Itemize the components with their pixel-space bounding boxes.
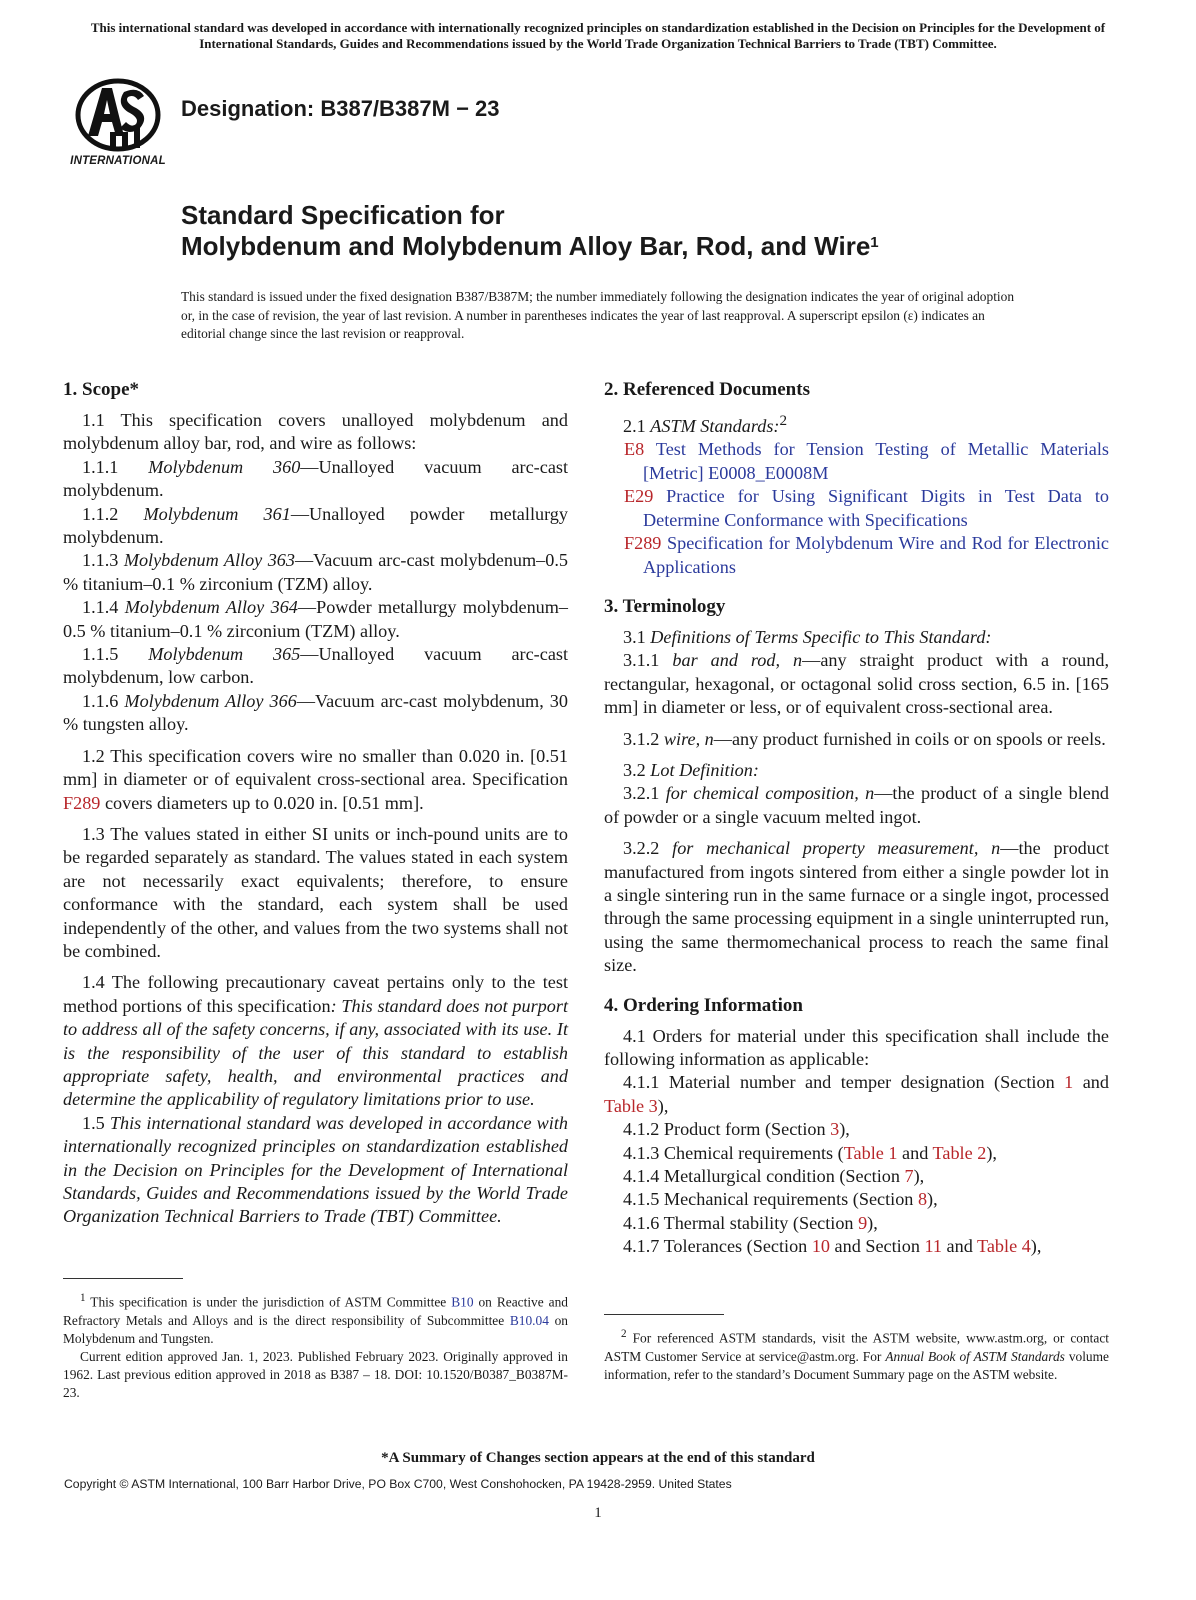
link-f289[interactable]: F289 <box>63 792 101 813</box>
page-number: 1 <box>594 1505 602 1521</box>
issue-note: This standard is issued under the fixed designation B387/B387M; the number immediately following the designation indicates the year of original adoption or, in the case of revision, the year of last revision. A number in parentheses indicates the year of last reapproval. A superscript epsilon (ε) indicates an editorial change since the last revision or reapproval. <box>181 289 1015 341</box>
para-1-1-5: 1.1.5 Molybdenum 365—Unalloyed vacuum arc-cast molybdenum, low carbon. <box>63 644 569 688</box>
para-4-1-3: 4.1.3 Chemical requirements (Table 1 and Table 2), <box>623 1142 997 1163</box>
para-4-1-6: 4.1.6 Thermal stability (Section 9), <box>623 1212 878 1233</box>
para-4-1-1: 4.1.1 Material number and temper designation (Section 1 and Table 3), <box>604 1072 1109 1116</box>
link-section-11[interactable]: 11 <box>924 1236 942 1257</box>
link-section-8[interactable]: 8 <box>917 1189 928 1210</box>
para-1-2: 1.2 This specification covers wire no smaller than 0.020 in. [0.51 mm] in diameter or of equivalent cross-sectional area. Specification F289 covers diameters up to 0.020 in. [0.51 mm]. <box>63 745 568 813</box>
para-4-1-5: 4.1.5 Mechanical requirements (Section 8), <box>623 1189 938 1210</box>
document-title <box>181 200 1081 262</box>
para-1-1-2: 1.1.2 Molybdenum 361—Unalloyed powder metallurgy molybdenum. <box>63 503 568 548</box>
link-section-1[interactable]: 1 <box>1064 1072 1074 1093</box>
section-heading-terminology: 3. Terminology <box>604 595 726 617</box>
link-section-9[interactable]: 9 <box>858 1212 868 1233</box>
link-table-4[interactable]: Table 4 <box>977 1236 1031 1257</box>
footnote-rule-right <box>604 1314 724 1315</box>
section-heading-scope: 1. Scope* <box>63 379 139 400</box>
para-3-1: 3.1 Definitions of Terms Specific to This Standard: <box>623 626 992 647</box>
footnote-1: $^1$ This specification is under the jurisdiction of ASTM Committee B10 on Reactive and Refractory Metals and Alloys and is the direct responsibility of Subcommittee B10.04 on Molybdenum and Tungsten. Current edition approved Jan. 1, 2023. Published February 2023. Originally approved in 1962. Last previous edition approved in 2018 as B387 – 18. DOI: 10.1520/B0387_B0387M-23. <box>63 1289 568 1403</box>
para-1-5: 1.5 This international standard was developed in accordance with internationally recognized principles on standardization established in the Decision on Principles for the Development of International Standards, Guides and Recommendations issued by the World Trade Organization Technical Barriers to Trade (TBT) Committee. <box>63 1112 569 1227</box>
para-1-4: 1.4 The following precautionary caveat pertains only to the test method portions of this specification: This standard does not purport to address all of the safety concerns, if any, associated with its use. It is the responsibility of the user of this standard to establish appropriate safety, health, and environmental practices and determine the applicability of regulatory limitations prior to use. <box>63 972 568 1110</box>
para-1-1-1: 1.1.1 Molybdenum 360—Unalloyed vacuum arc-cast molybdenum. <box>63 456 569 501</box>
para-4-1-2: 4.1.2 Product form (Section 3), <box>623 1119 850 1140</box>
link-section-10[interactable]: 10 <box>811 1236 830 1257</box>
logo-international-text: INTERNATIONAL <box>70 155 166 167</box>
para-2-1: 2.1 ASTM Standards:$^2$ <box>623 412 788 437</box>
para-1-1-3: 1.1.3 Molybdenum Alloy 363—Vacuum arc-cast molybdenum–0.5 % titanium–0.1 % zirconium (TZM) alloy. <box>63 550 568 594</box>
copyright: Copyright © ASTM International, 100 Barr Harbor Drive, PO Box C700, West Conshohocken, PA 19428-2959. United States <box>64 1477 732 1491</box>
para-4-1-4: 4.1.4 Metallurgical condition (Section 7), <box>623 1166 925 1187</box>
footnote-rule-left <box>63 1278 183 1279</box>
astm-logo-icon <box>66 78 170 152</box>
link-table-3[interactable]: Table 3 <box>604 1095 658 1116</box>
footnote-2: $^2$ For referenced ASTM standards, visit the ASTM website, www.astm.org, or contact ASTM Customer Service at service@astm.org. For Annual Book of ASTM Standards volume information, refer to the standard’s Document Summary page on the ASTM website. <box>604 1328 1109 1382</box>
para-3-2-2: 3.2.2 for mechanical property measurement, n—the product manufactured from ingots sintered from either a single powder lot in a single sintering run in the same furnace or a single ingot, processed through the same processing equipment in a single uninterrupted run, using the same thermomechanical process to reach the same final size. <box>604 838 1109 976</box>
para-4-1: 4.1 Orders for material under this specification shall include the following information as applicable: <box>604 1025 1109 1069</box>
section-heading-ordering-information: 4. Ordering Information <box>604 994 803 1016</box>
para-1-1-4: 1.1.4 Molybdenum Alloy 364—Powder metallurgy molybdenum–0.5 % titanium–0.1 % zirconium (TZM) alloy. <box>63 597 568 641</box>
title-footnote-mark: 1 <box>870 234 879 251</box>
para-3-1-2: 3.1.2 wire, n—any product furnished in coils or on spools or reels. <box>623 728 1106 749</box>
para-1-1-6: 1.1.6 Molybdenum Alloy 366—Vacuum arc-cast molybdenum, 30 % tungsten alloy. <box>63 690 568 735</box>
link-b10-04[interactable]: B10.04 <box>509 1312 549 1328</box>
para-3-2: 3.2 Lot Definition: <box>623 759 759 780</box>
astm-logo <box>66 78 170 167</box>
link-b10[interactable]: B10 <box>451 1294 474 1310</box>
designation: Designation: B387/B387M − 23 <box>181 96 500 121</box>
title-line-2: Molybdenum and Molybdenum Alloy Bar, Rod, and Wire$^1$ <box>181 231 879 261</box>
summary-of-changes-note: *A Summary of Changes section appears at the end of this standard <box>381 1450 815 1466</box>
wto-notice: This international standard was developed in accordance with internationally recognized principles on standardization established in the Decision on Principles for the Development of International Standards, Guides and Recommendations issued by the World Trade Organization Technical Barriers to Trade (TBT) Committee. <box>90 20 1106 51</box>
para-3-1-1: 3.1.1 bar and rod, n—any straight product with a round, rectangular, hexagonal, or octagonal solid cross section, 6.5 in. [165 mm] in diameter or less, or of equivalent cross-sectional area. <box>604 650 1110 718</box>
link-section-3[interactable]: 3 <box>830 1119 840 1140</box>
para-3-2-1: 3.2.1 for chemical composition, n—the product of a single blend of powder or a single vacuum melted ingot. <box>604 783 1110 827</box>
footnote-1-approval: Current edition approved Jan. 1, 2023. Published February 2023. Originally approved in 1962. Last previous edition approved in 2018 as B387 – 18. DOI: 10.1520/B0387_B0387M-23. <box>63 1349 568 1401</box>
link-table-1[interactable]: Table 1 <box>843 1142 898 1163</box>
left-column <box>63 378 568 1229</box>
link-section-7[interactable]: 7 <box>904 1166 914 1187</box>
para-1-3: 1.3 The values stated in either SI units or inch-pound units are to be regarded separately as standard. The values stated in each system are not necessarily exact equivalents; therefore, to ensure conformance with the standard, each system shall be used independently of the other, and values from the two systems shall not be combined. <box>63 823 568 961</box>
para-1-1: 1.1 This specification covers unalloyed molybdenum and molybdenum alloy bar, rod, and wire as follows: <box>63 410 568 454</box>
link-table-2[interactable]: Table 2 <box>932 1142 987 1163</box>
section-heading-referenced-documents: 2. Referenced Documents <box>604 379 810 400</box>
ref-f289[interactable]: F289 Specification for Molybdenum Wire and Rod for Electronic Applications <box>624 533 1109 577</box>
ref-e29[interactable]: E29 Practice for Using Significant Digits in Test Data to Determine Conformance with Specifications <box>624 486 1109 530</box>
right-column <box>604 378 1109 1259</box>
ref-e8[interactable]: E8 Test Methods for Tension Testing of Metallic Materials [Metric] E0008_E0008M <box>624 439 1109 483</box>
para-4-1-7: 4.1.7 Tolerances (Section 10 and Section 11 and Table 4), <box>623 1236 1042 1257</box>
title-line-1: Standard Specification for <box>181 200 505 230</box>
